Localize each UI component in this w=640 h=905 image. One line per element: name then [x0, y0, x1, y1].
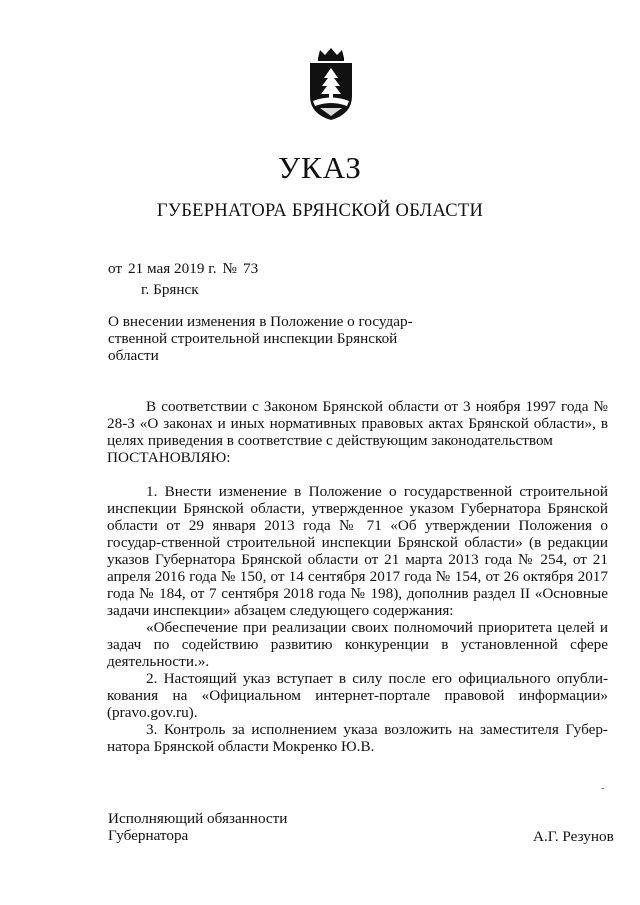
- document-date: 21 мая 2019 г.: [128, 260, 217, 277]
- coat-of-arms-icon: [300, 46, 362, 122]
- item-1-quote-paragraph: «Обеспечение при реализации своих полномочий приоритета целей и задач по содействию развитию конкуренции в установленной сфере деятельности.».: [107, 619, 608, 670]
- date-prefix: от: [108, 260, 123, 277]
- number-prefix: №: [222, 260, 238, 277]
- signatory-role-line-2: Губернатора: [108, 827, 189, 844]
- document-subtitle: ГУБЕРНАТОРА БРЯНСКОЙ ОБЛАСТИ: [156, 201, 484, 221]
- item-3-paragraph: 3. Контроль за исполнением указа возложить на заместителя Губер-натора Брянской области Мокренко Ю.В.: [107, 721, 608, 755]
- document-title: УКАЗ: [278, 150, 362, 185]
- decree-word: ПОСТАНОВЛЯЮ:: [107, 449, 231, 466]
- preamble-paragraph: В соответствии с Законом Брянской области от 3 ноября 1997 года № 28-З «О законах и иных нормативных правовых актах Брянской области», в целях приведения в соответствие с действующим законодательством: [107, 398, 608, 449]
- document-body: [107, 398, 608, 755]
- signatory-role-line-1: Исполняющий обязанности: [108, 810, 288, 827]
- date-number-line: [108, 260, 258, 277]
- document-number: 73: [243, 260, 259, 277]
- item-2-paragraph: 2. Настоящий указ вступает в силу после его официального опубли-кования на «Официальном интернет-портале правовой информации» (pravo.gov.ru).: [107, 670, 608, 721]
- margin-mark: -: [601, 783, 605, 794]
- document-city: г. Брянск: [141, 281, 199, 298]
- item-1-paragraph: 1. Внести изменение в Положение о государственной строительной инспекции Брянской области, утвержденное указом Губернатора Брянской области от 29 января 2013 года № 71 «Об утверждении Положения о государ-ственной строительной инспекции Брянской области» (в редакции указов Губернатора Брянской области от 21 марта 2013 года № 254, от 21 апреля 2016 года № 150, от 14 сентября 2017 года № 154, от 26 октября 2017 года № 184, от 7 сентября 2018 года № 198), дополнив раздел II «Основные задачи инспекции» абзацем следующего содержания:: [107, 483, 608, 619]
- signatory-name: А.Г. Резунов: [533, 828, 614, 845]
- signatory-role: [108, 810, 287, 844]
- document-subject: О внесении изменения в Положение о государ-ственной строительной инспекции Брянской области: [108, 313, 413, 364]
